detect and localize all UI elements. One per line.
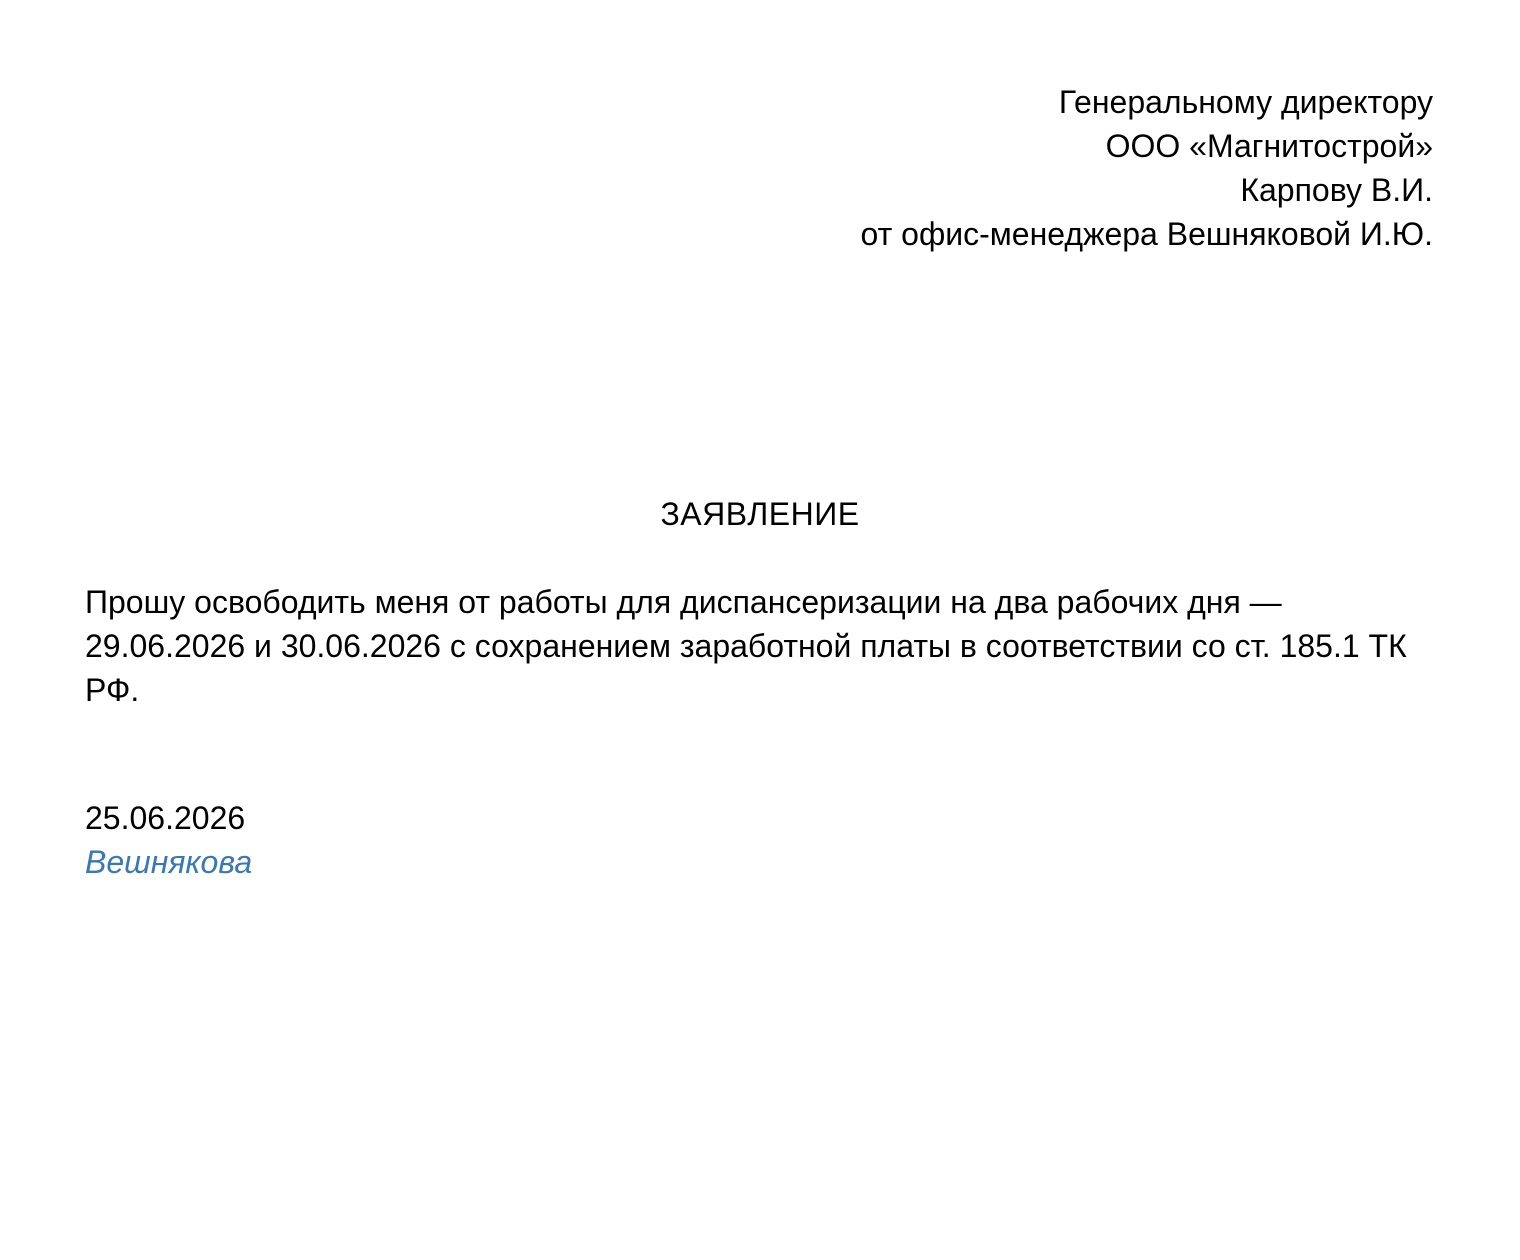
addressee-company: ООО «Магнитострой» [1105, 128, 1433, 164]
document-title: ЗАЯВЛЕНИЕ [660, 496, 860, 532]
signature-block [85, 796, 252, 884]
sender-line: от офис-менеджера Вешняковой И.Ю. [860, 216, 1433, 252]
application-date: 25.06.2026 [85, 800, 246, 836]
addressee-block [861, 80, 1434, 256]
addressee-name: Карпову В.И. [1240, 172, 1433, 208]
application-body: Прошу освободить меня от работы для диспансеризации на два рабочих дня — 29.06.2026 и 30.06.2026 с сохранением заработной платы в соответствии со ст. 185.1 ТК РФ. [85, 584, 1407, 708]
addressee-position: Генеральному директору [1058, 84, 1433, 120]
signature: Вешнякова [85, 844, 253, 880]
